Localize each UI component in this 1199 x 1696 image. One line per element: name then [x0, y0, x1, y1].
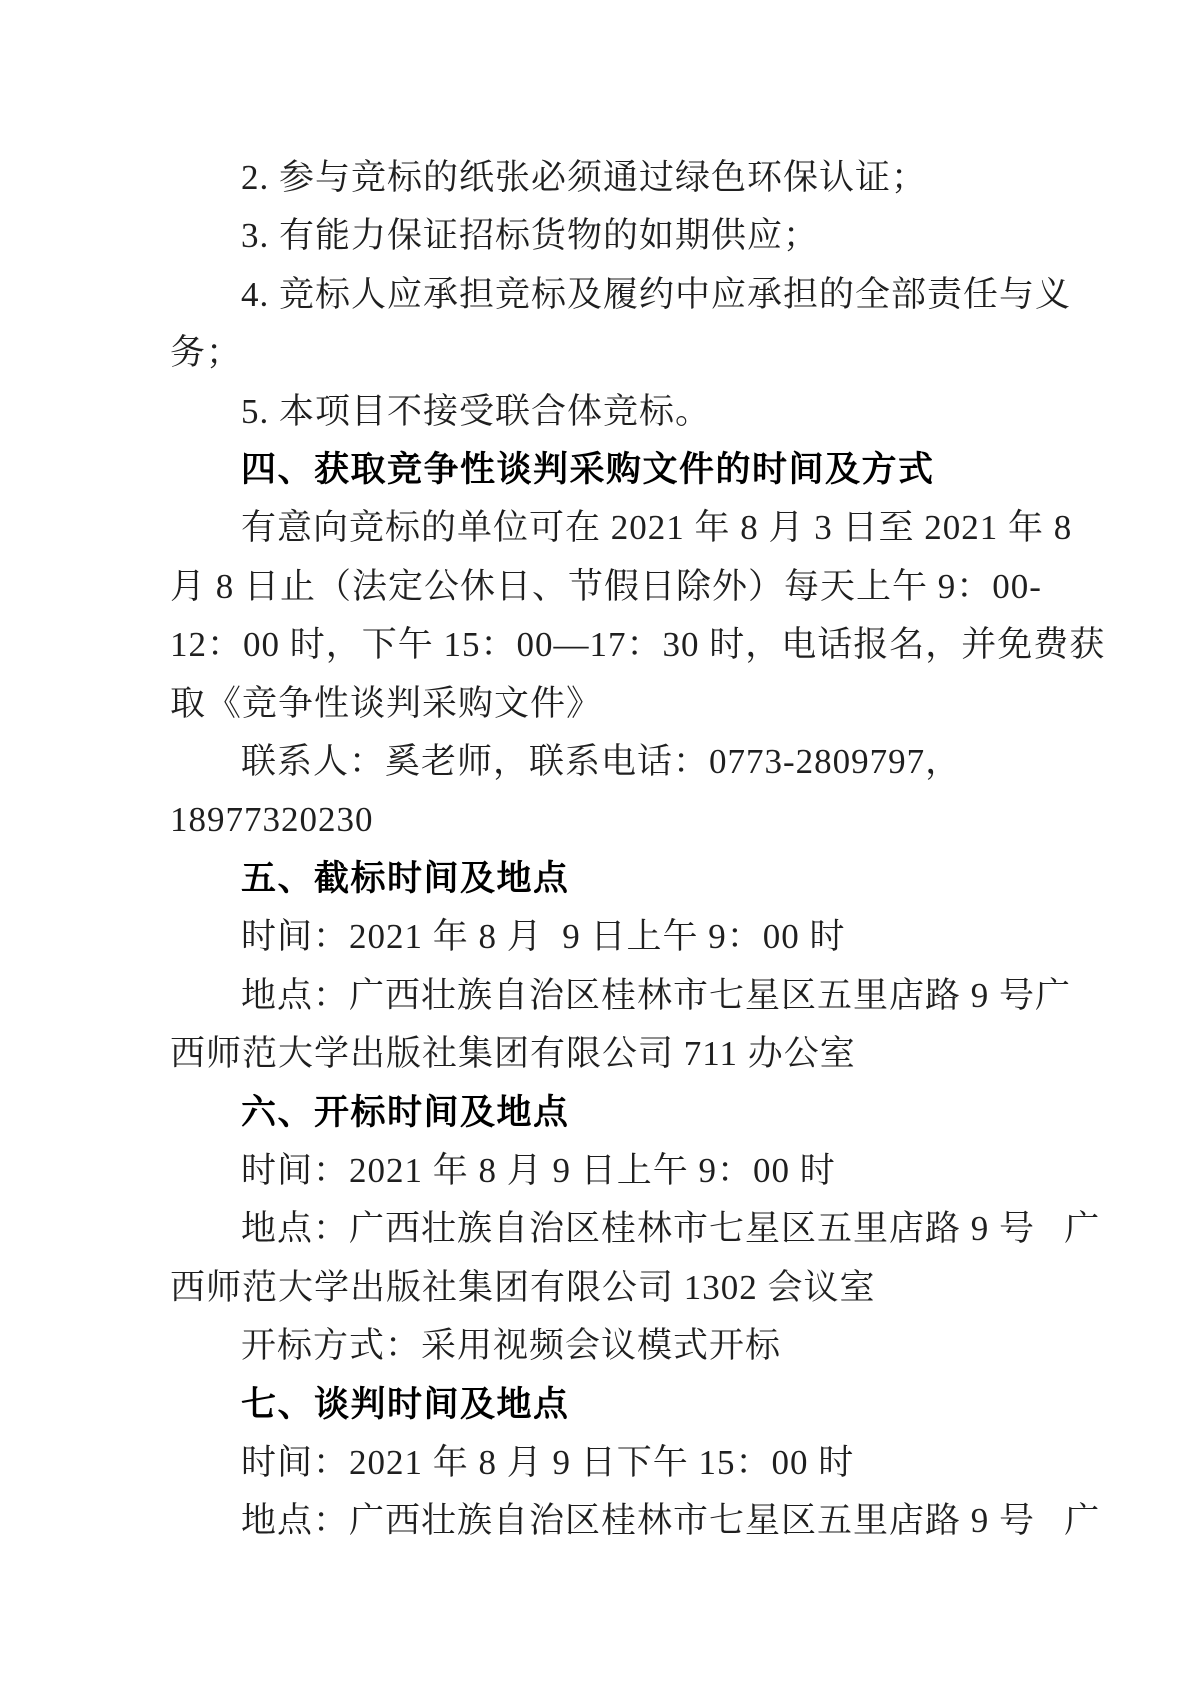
text-line: 5. 本项目不接受联合体竞标。: [241, 391, 712, 431]
section-heading: 四、获取竞争性谈判采购文件的时间及方式: [241, 450, 935, 490]
text-line: 务；: [170, 333, 243, 373]
text-line: 联系人：奚老师，联系电话：0773-2809797，: [241, 742, 962, 782]
text-line: 西师范大学出版社集团有限公司 1302 会议室: [170, 1267, 876, 1307]
section-heading: 五、截标时间及地点: [241, 858, 570, 898]
section-heading: 六、开标时间及地点: [241, 1092, 570, 1132]
text-line: 4. 竞标人应承担竞标及履约中应承担的全部责任与义: [241, 274, 1072, 314]
text-line: 地点：广西壮族自治区桂林市七星区五里店路 9 号广: [241, 975, 1072, 1015]
text-line: 有意向竞标的单位可在 2021 年 8 月 3 日至 2021 年 8: [241, 508, 1073, 548]
text-line: 地点：广西壮族自治区桂林市七星区五里店路 9 号 广: [241, 1209, 1101, 1249]
text-line: 月 8 日止（法定公休日、节假日除外）每天上午 9：00-: [170, 566, 1042, 606]
text-line: 18977320230: [170, 800, 374, 840]
text-line: 时间：2021 年 8 月 9 日下午 15：00 时: [241, 1442, 855, 1482]
document-content: [170, 149, 1106, 1551]
text-line: 2. 参与竞标的纸张必须通过绿色环保认证；: [241, 158, 928, 197]
section-heading: 七、谈判时间及地点: [241, 1384, 570, 1424]
text-line: 3. 有能力保证招标货物的如期供应；: [241, 216, 820, 256]
text-line: 时间：2021 年 8 月 9 日上午 9：00 时: [241, 1150, 836, 1190]
text-line: 12：00 时，下午 15：00—17：30 时，电话报名，并免费获: [170, 625, 1106, 665]
text-line: 西师范大学出版社集团有限公司 711 办公室: [170, 1034, 856, 1074]
text-line: 地点：广西壮族自治区桂林市七星区五里店路 9 号 广: [241, 1501, 1101, 1541]
text-line: 开标方式：采用视频会议模式开标: [241, 1326, 782, 1366]
text-line: 取《竞争性谈判采购文件》: [170, 683, 603, 723]
text-line: 时间：2021 年 8 月 9 日上午 9：00 时: [241, 917, 846, 957]
